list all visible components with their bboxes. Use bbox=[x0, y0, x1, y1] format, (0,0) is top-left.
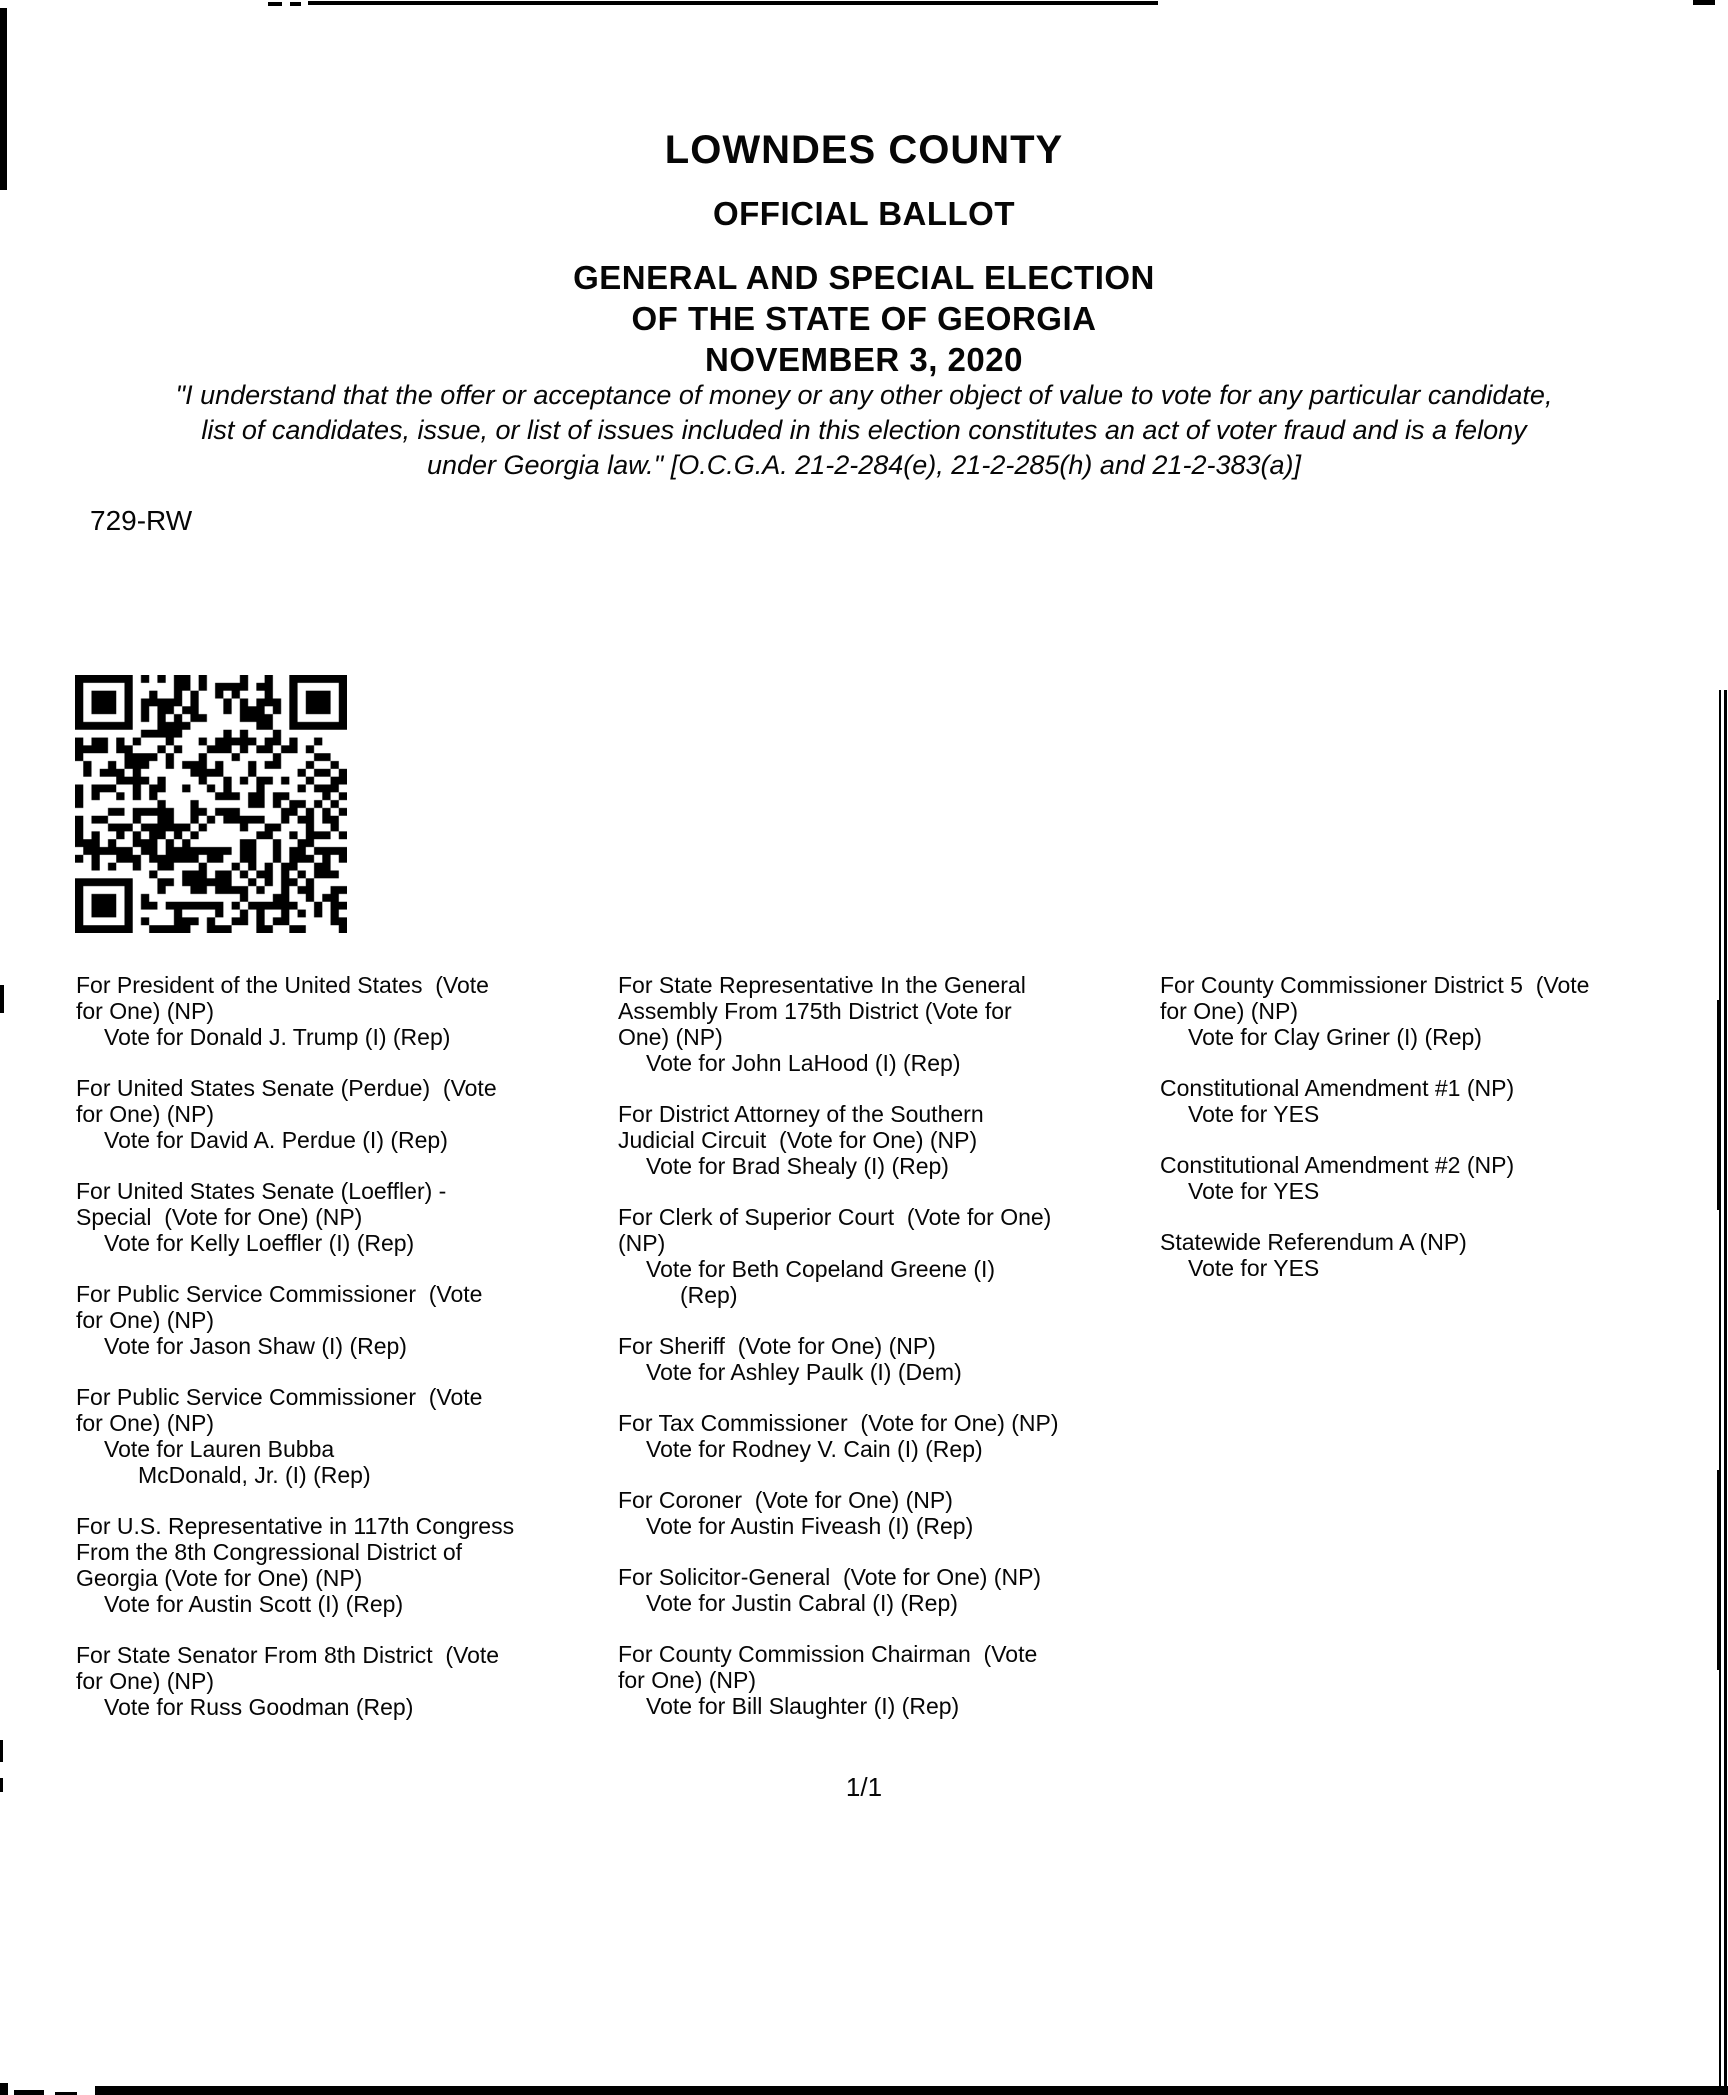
vote-line: Vote for Austin Fiveash (I) (Rep) bbox=[646, 1513, 974, 1539]
scan-artifact-top-right-dash bbox=[1693, 0, 1715, 5]
contest-title-line: Constitutional Amendment #2 (NP) bbox=[1160, 1152, 1515, 1178]
scan-artifact-top-line bbox=[308, 1, 1158, 5]
contest-title-line: For Clerk of Superior Court (Vote for One) bbox=[618, 1204, 1052, 1230]
contest-title-line: For County Commission Chairman (Vote bbox=[618, 1641, 1038, 1667]
qr-code-icon bbox=[75, 675, 347, 933]
scan-artifact-left-tick-1 bbox=[0, 985, 4, 1013]
contest-title-line: For Sheriff (Vote for One) (NP) bbox=[618, 1333, 936, 1359]
vote-line: Vote for Austin Scott (I) (Rep) bbox=[104, 1591, 404, 1617]
vote-line: Vote for Donald J. Trump (I) (Rep) bbox=[104, 1024, 451, 1050]
vote-line: Vote for Jason Shaw (I) (Rep) bbox=[104, 1333, 407, 1359]
fraud-disclaimer-line-2: list of candidates, issue, or list of issues included in this election constitutes an act of voter fraud and is a felony bbox=[201, 415, 1527, 445]
contest-title-line: Statewide Referendum A (NP) bbox=[1160, 1229, 1467, 1255]
vote-line: Vote for Beth Copeland Greene (I) bbox=[646, 1256, 996, 1282]
contest bbox=[76, 1281, 581, 1359]
vote-line: Vote for Brad Shealy (I) (Rep) bbox=[646, 1153, 949, 1179]
contest bbox=[76, 1384, 581, 1488]
precinct-code: 729-RW bbox=[90, 505, 193, 536]
ballot-header bbox=[0, 128, 1728, 380]
contest-title-line: (NP) bbox=[618, 1230, 666, 1256]
scan-artifact-right-line-2 bbox=[1724, 690, 1727, 2095]
contest-title-line: Special (Vote for One) (NP) bbox=[76, 1204, 363, 1230]
ballot-column-1 bbox=[76, 972, 581, 1745]
contest bbox=[1160, 1229, 1665, 1281]
election-title bbox=[0, 257, 1728, 380]
election-title-line-2: OF THE STATE OF GEORGIA bbox=[631, 300, 1097, 337]
contest bbox=[76, 1178, 581, 1256]
vote-line: Vote for YES bbox=[1188, 1101, 1320, 1127]
contest-title-line: for One) (NP) bbox=[1160, 998, 1299, 1024]
contest-title-line: From the 8th Congressional District of bbox=[76, 1539, 463, 1565]
scan-artifact-bottom-bar bbox=[95, 2086, 1728, 2095]
contest bbox=[618, 1487, 1123, 1539]
election-title-line-1: GENERAL AND SPECIAL ELECTION bbox=[573, 259, 1155, 296]
contest-title-line: For Coroner (Vote for One) (NP) bbox=[618, 1487, 953, 1513]
contest-title-line: For Public Service Commissioner (Vote bbox=[76, 1281, 483, 1307]
scan-artifact-left-tick-2 bbox=[0, 1740, 3, 1762]
contest bbox=[618, 1410, 1123, 1462]
vote-line: McDonald, Jr. (I) (Rep) bbox=[138, 1462, 371, 1488]
vote-line: Vote for Lauren Bubba bbox=[104, 1436, 335, 1462]
contest bbox=[76, 972, 581, 1050]
vote-line: Vote for Kelly Loeffler (I) (Rep) bbox=[104, 1230, 415, 1256]
contest-title-line: For County Commissioner District 5 (Vote bbox=[1160, 972, 1590, 998]
contest-title-line: For District Attorney of the Southern bbox=[618, 1101, 984, 1127]
contest-title-line: For State Representative In the General bbox=[618, 972, 1026, 998]
contest-title-line: for One) (NP) bbox=[76, 1668, 215, 1694]
contest bbox=[618, 972, 1123, 1076]
contest bbox=[618, 1204, 1123, 1308]
ballot-column-3 bbox=[1160, 972, 1665, 1306]
contest-title-line: For Public Service Commissioner (Vote bbox=[76, 1384, 483, 1410]
contest bbox=[1160, 972, 1665, 1050]
scan-artifact-right-thick-2 bbox=[1717, 1470, 1721, 1670]
fraud-disclaimer-line-3: under Georgia law." [O.C.G.A. 21-2-284(e), 21-2-285(h) and 21-2-383(a)] bbox=[426, 450, 1302, 480]
contest bbox=[618, 1101, 1123, 1179]
contest-title-line: For U.S. Representative in 117th Congress bbox=[76, 1513, 515, 1539]
contest-title-line: for One) (NP) bbox=[76, 1307, 215, 1333]
ballot-type-title: OFFICIAL BALLOT bbox=[712, 195, 1016, 232]
vote-line: (Rep) bbox=[680, 1282, 738, 1308]
contest bbox=[618, 1333, 1123, 1385]
scan-artifact-right-line-1 bbox=[1719, 690, 1721, 2095]
contest-title-line: Georgia (Vote for One) (NP) bbox=[76, 1565, 363, 1591]
contest-title-line: For United States Senate (Perdue) (Vote bbox=[76, 1075, 497, 1101]
vote-line: Vote for Russ Goodman (Rep) bbox=[104, 1694, 414, 1720]
contest-title-line: Constitutional Amendment #1 (NP) bbox=[1160, 1075, 1515, 1101]
election-title-line-3: NOVEMBER 3, 2020 bbox=[705, 341, 1023, 378]
fraud-disclaimer bbox=[0, 378, 1728, 483]
contest bbox=[618, 1641, 1123, 1719]
vote-line: Vote for Rodney V. Cain (I) (Rep) bbox=[646, 1436, 983, 1462]
scan-artifact-top-dash-2 bbox=[290, 2, 301, 6]
vote-line: Vote for David A. Perdue (I) (Rep) bbox=[104, 1127, 448, 1153]
scan-artifact-bottom-left-mark-1 bbox=[0, 2083, 8, 2095]
contest-title-line: For Solicitor-General (Vote for One) (NP) bbox=[618, 1564, 1042, 1590]
fraud-disclaimer-line-1: "I understand that the offer or acceptance of money or any other object of value to vote for any particular candidate, bbox=[175, 380, 1553, 410]
contest-columns bbox=[76, 972, 1665, 1745]
page-number: 1/1 bbox=[845, 1772, 883, 1802]
scan-artifact-right-thick-1 bbox=[1717, 1000, 1721, 1210]
vote-line: Vote for Ashley Paulk (I) (Dem) bbox=[646, 1359, 962, 1385]
contest-title-line: for One) (NP) bbox=[76, 1101, 215, 1127]
vote-line: Vote for Clay Griner (I) (Rep) bbox=[1188, 1024, 1482, 1050]
contest-title-line: for One) (NP) bbox=[618, 1667, 757, 1693]
contest-title-line: Assembly From 175th District (Vote for bbox=[618, 998, 1012, 1024]
vote-line: Vote for YES bbox=[1188, 1255, 1320, 1281]
vote-line: Vote for Bill Slaughter (I) (Rep) bbox=[646, 1693, 960, 1719]
vote-line: Vote for Justin Cabral (I) (Rep) bbox=[646, 1590, 958, 1616]
contest bbox=[76, 1642, 581, 1720]
contest bbox=[1160, 1152, 1665, 1204]
contest bbox=[1160, 1075, 1665, 1127]
vote-line: Vote for YES bbox=[1188, 1178, 1320, 1204]
contest bbox=[76, 1513, 581, 1617]
scan-artifact-top-dash-1 bbox=[268, 2, 282, 6]
contest bbox=[76, 1075, 581, 1153]
ballot-column-2 bbox=[618, 972, 1123, 1744]
contest-title-line: Judicial Circuit (Vote for One) (NP) bbox=[618, 1127, 978, 1153]
contest-title-line: One) (NP) bbox=[618, 1024, 723, 1050]
contest-title-line: For State Senator From 8th District (Vote bbox=[76, 1642, 500, 1668]
contest-title-line: For Tax Commissioner (Vote for One) (NP) bbox=[618, 1410, 1059, 1436]
vote-line: Vote for John LaHood (I) (Rep) bbox=[646, 1050, 961, 1076]
contest bbox=[618, 1564, 1123, 1616]
contest-title-line: for One) (NP) bbox=[76, 1410, 215, 1436]
scan-artifact-bottom-left-mark-2 bbox=[14, 2090, 44, 2095]
county-title: LOWNDES COUNTY bbox=[664, 128, 1064, 172]
contest-title-line: For United States Senate (Loeffler) - bbox=[76, 1178, 447, 1204]
contest-title-line: For President of the United States (Vote bbox=[76, 972, 489, 998]
contest-title-line: for One) (NP) bbox=[76, 998, 215, 1024]
